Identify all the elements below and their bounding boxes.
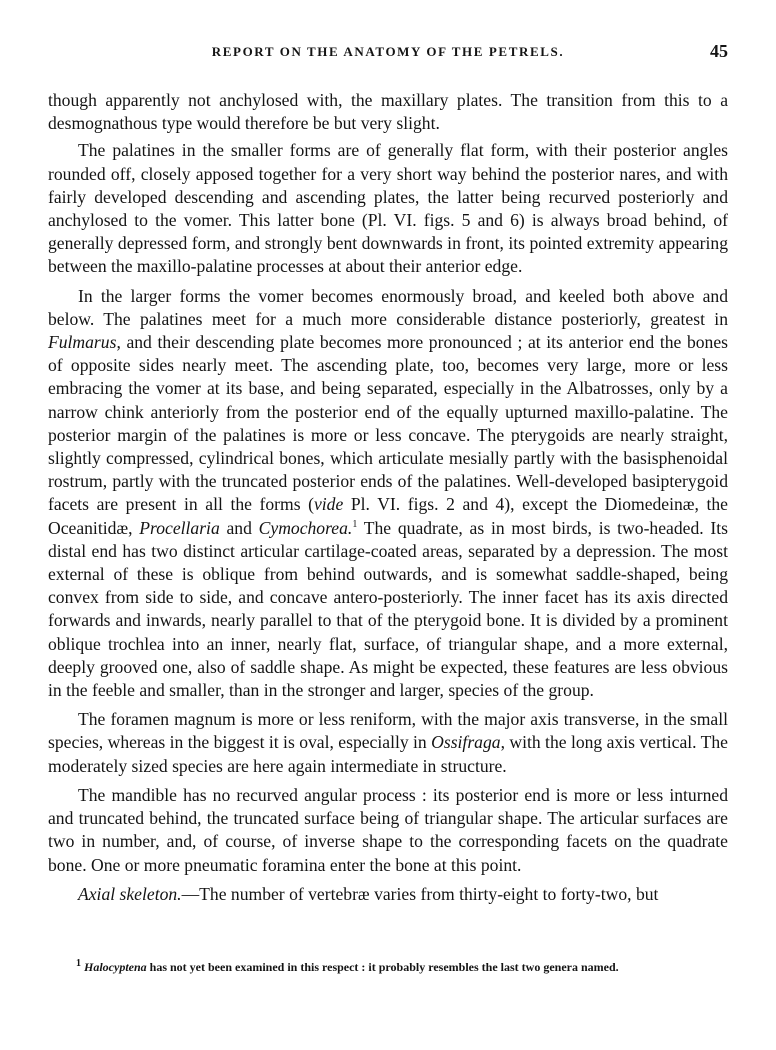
body-text — [48, 89, 728, 910]
italic-text: Procellaria — [139, 517, 220, 538]
paragraph — [48, 883, 728, 906]
text-run: The mandible has no recurved angular process : its posterior end is more or less inturned and truncated behind, the truncated surface being of triangular shape. The articular surfaces are two in number, and, of course, of inverse shape to the corresponding facets on the quadrate bone. One or more pneumatic foramina enter the bone at this point. — [48, 784, 728, 875]
italic-text: Fulmarus — [48, 332, 117, 353]
text-run: The foramen magnum is more or less reniform, with the major axis transverse, in the small species, whereas in the biggest it is oval, especially in — [48, 709, 728, 753]
paragraph — [48, 89, 728, 135]
footnote — [48, 960, 728, 975]
paragraph — [48, 708, 728, 778]
page-number: 45 — [710, 41, 728, 61]
text-run: The palatines in the smaller forms are of generally flat form, with their posterior angles rounded off, closely apposed together for a very short way behind the posterior nares, and with fairly developed descending and ascending plates, the latter being recurved posteriorly and anchylosed to the vomer. This latter bone (Pl. VI. figs. 5 and 6) is always broad behind, of generally depressed form, and strongly bent downwards in front, its pointed extremity appearing between the maxillo-palatine processes at about their anterior edge. — [48, 140, 728, 277]
paragraph — [48, 285, 728, 703]
text-run: though apparently not anchylosed with, the maxillary plates. The transition from this to a desmognathous type would therefore be but very slight. — [48, 90, 728, 134]
text-run: Pl. VI. figs. 2 and 4), except the Diomedeinæ, the Oceanitidæ, — [48, 494, 728, 538]
text-run: —The number of vertebræ varies from thirty-eight to forty-two, but — [181, 883, 659, 904]
italic-text: vide — [313, 494, 344, 515]
text-run: has not yet been examined in this respect : it probably resembles the last two genera named. — [146, 960, 619, 974]
italic-text: Ossifraga — [431, 732, 501, 753]
footnote-marker: 1 — [352, 518, 358, 530]
text-run: In the larger forms the vomer becomes enormously broad, and keeled both above and below. The palatines meet for a much more considerable distance posteriorly, greatest in — [48, 285, 728, 329]
text-run: , and their descending plate becomes more pronounced ; at its anterior end the bones of opposite sides nearly meet. The ascending plate, too, becomes very large, more or less embracing the vomer at its base, and being separated, especially in the Albatrosses, only by a narrow chink anteriorly from the posterior end of the equally upturned maxillo-palatine. The posterior margin of the palatines is more or less concave. The pterygoids are nearly straight, slightly compressed, cylindrical bones, which articulate mesially partly with the basisphenoidal rostrum, partly with the truncated posterior ends of the palatines. Well-developed basipterygoid facets are present in all the forms ( — [48, 332, 728, 515]
italic-text: Halocyptena — [84, 960, 147, 974]
text-run: The quadrate, as in most birds, is two-headed. Its distal end has two distinct articular cartilage-coated areas, separated by a depression. The most external of these is oblique from behind outwards, and is somewhat saddle-shaped, being convex from side to side, and concave antero-posteriorly. The inner facet has its axis directed forwards and inwards, nearly parallel to that of the pterygoid bone. It is divided by a prominent oblique trochlea into an inner, nearly flat, surface, of triangular shape, and a more external, deeply grooved one, also of saddle shape. As might be expected, these features are less obvious in the feeble and smaller, than in the stronger and larger, species of the group. — [48, 517, 728, 701]
text-run: , with the long axis vertical. The moderately sized species are here again intermediate in structure. — [48, 732, 728, 776]
paragraph — [48, 784, 728, 877]
footnote-marker: 1 — [76, 958, 81, 969]
paragraph — [48, 139, 728, 278]
running-title: REPORT ON THE ANATOMY OF THE PETRELS. — [211, 44, 565, 59]
italic-text: Cymochorea. — [258, 517, 353, 538]
text-run: and — [219, 517, 259, 538]
running-header — [48, 41, 728, 68]
italic-text: Axial skeleton. — [78, 883, 182, 904]
